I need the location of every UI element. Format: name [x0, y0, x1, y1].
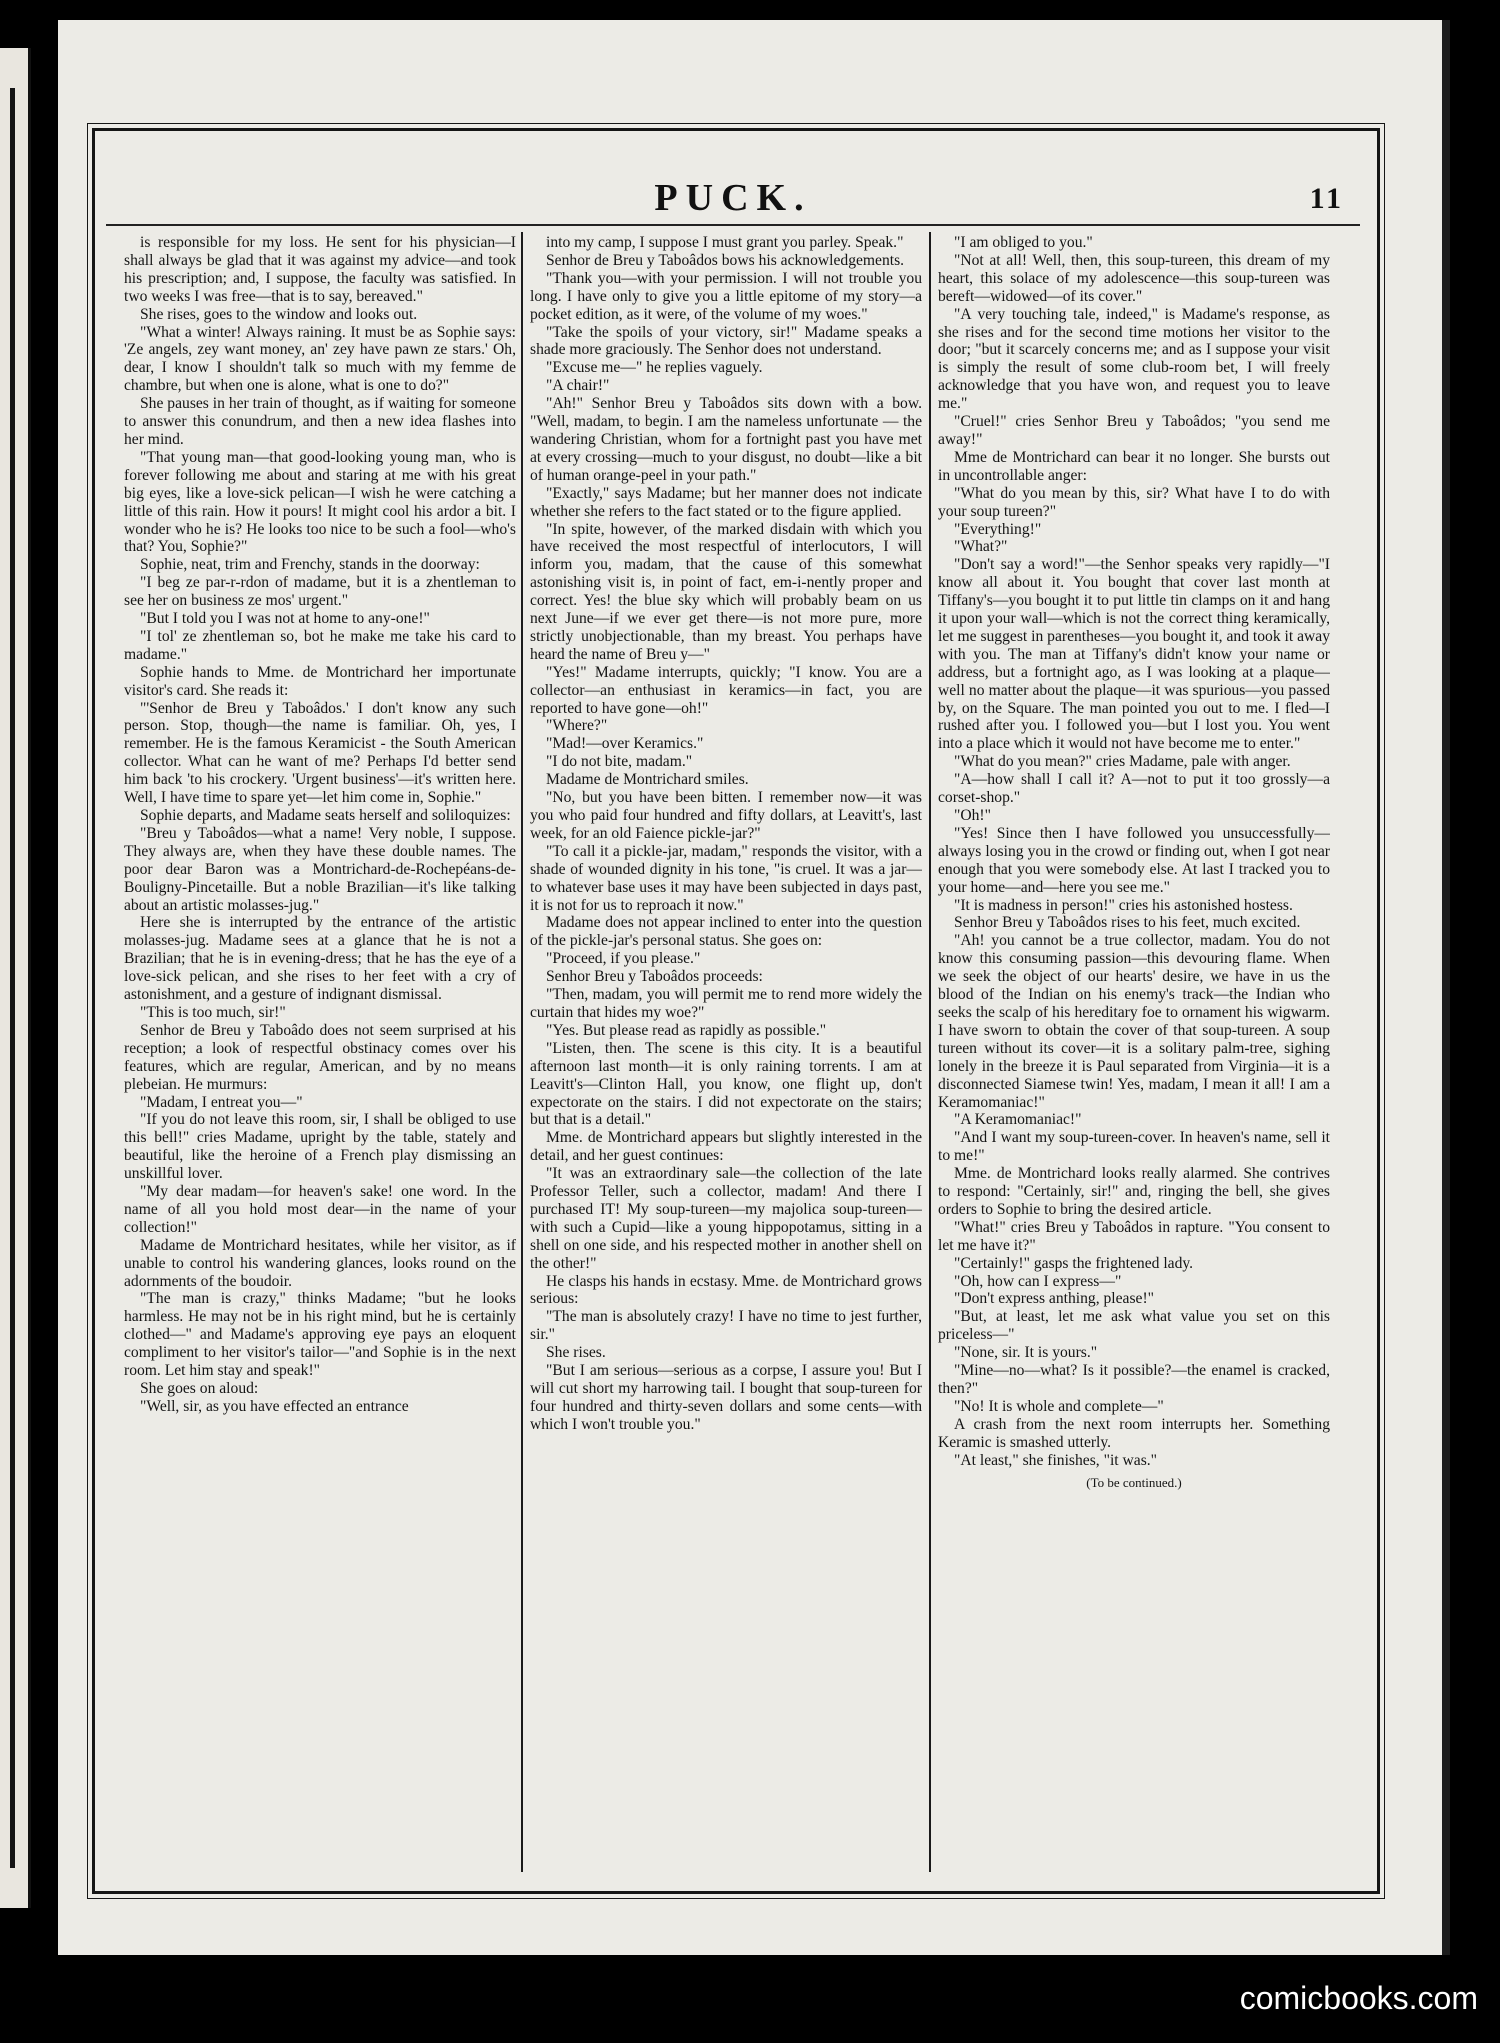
- paragraph: "It is madness in person!" cries his astonished hostess.: [954, 896, 1293, 914]
- paragraph: "Thank you—with your permission. I will not trouble you long. I have only to give you a little epitome of my story—a pocket edition, as it were, of the volume of my woes.": [530, 269, 922, 323]
- paragraph: Madame de Montrichard hesitates, while her visitor, as if unable to control his wandering glances, looks round on the adornments of the boudoir.: [124, 1236, 516, 1290]
- adjacent-page-edge: [0, 48, 31, 1908]
- paragraph: "A—how shall I call it? A—not to put it too grossly—a corset-shop.": [938, 771, 1330, 807]
- paragraph: "No, but you have been bitten. I remember now—it was you who paid four hundred and fifty dollars, at Leavitt's, last week, for an old Faience pickle-jar?": [530, 789, 922, 842]
- paragraph: A crash from the next room interrupts her. Something Keramic is smashed utterly.: [938, 1415, 1330, 1451]
- paragraph: Mme de Montrichard can bear it no longer. She bursts out in uncontrollable anger:: [938, 448, 1330, 484]
- paragraph: "'Senhor de Breu y Taboâdos.' I don't know any such person. Stop, though—the name is familiar. Oh, yes, I remember. He is the famous Keramicist - the South American collector. What can he want of me? Perhaps I'd better send him back 'to his crockery. 'Urgent business'—it's written here. Well, I have time to spare yet—let him come in, Sophie.": [124, 699, 516, 807]
- paragraph: "If you do not leave this room, sir, I shall be obliged to use this bell!" cries Madame, upright by the table, stately and beautiful, like the heroine of a French play dismissing an unskillful lover.: [124, 1111, 516, 1183]
- paragraph: "A chair!": [546, 377, 610, 395]
- paragraph: Sophie departs, and Madame seats herself and soliloquizes:: [140, 807, 511, 824]
- paragraph: "The man is crazy," thinks Madame; "but he looks harmless. He may not be in his right mind, but he is certainly clothed—" and Madame's approving eye pays an eloquent compliment to her visitor's tailor—"and Sophie is in the next room. Let him stay and speak!": [124, 1290, 516, 1380]
- paragraph: "No! It is whole and complete—": [954, 1397, 1164, 1415]
- paragraph: "Then, madam, you will permit me to rend more widely the curtain that hides my woe?": [530, 986, 922, 1021]
- paragraph: Here she is interrupted by the entrance of the artistic molasses-jug. Madame sees at a glance that he is not a Brazilian; that he is in evening-dress; that he has the eye of a love-sick pelican, and she rises to her feet with a cry of astonishment, and a gesture of indignant dismissal.: [124, 914, 516, 1004]
- paragraph: "I tol' ze zhentleman so, bot he make me take his card to madame.": [124, 627, 516, 663]
- paragraph: "What!" cries Breu y Taboâdos in rapture. "You consent to let me have it?": [938, 1218, 1330, 1254]
- magazine-page: [58, 20, 1442, 1955]
- paragraph: "Don't say a word!"—the Senhor speaks very rapidly—"I know all about it. You bought that cover last month at Tiffany's—you bought it to put little tin clamps on it and hang it upon your wall—which is not the correct thing keramically, let me suggest in parentheses—you bought it, and took it away with you. The man at Tiffany's didn't know your name or address, but a fortnight ago, as I was looking at a plaque—well no matter about the plaque—it was spurious—you passed by, on the Square. The man pointed you out to me. I fled—I rushed after you. I followed you—but I lost you. You went into a place which it would not have become me to enter.": [938, 556, 1330, 753]
- paragraph: "A very touching tale, indeed," is Madame's response, as she rises and for the second time motions her visitor to the door; "but it scarcely concerns me; and as I suppose your visit is simply the result of some club-room bet, I will freely acknowledge that you have won, and request you to leave me.": [938, 305, 1330, 413]
- paragraph: Senhor Breu y Taboâdos proceeds:: [546, 968, 763, 986]
- paragraph: "Mad!—over Keramics.": [546, 735, 704, 753]
- text-column-1: [124, 234, 516, 1864]
- paragraph: "To call it a pickle-jar, madam," responds the visitor, with a shade of wounded dignity in his tone, "is cruel. It was a jar—to whatever base uses it may have been subjected in days past, it is not for us to reproach it now.": [530, 842, 922, 914]
- masthead-title: PUCK.: [654, 177, 812, 219]
- paragraph: "In spite, however, of the marked disdain with which you have received the most respectful of interlocutors, I will inform you, madam, that the cause of this somewhat astonishing visit is, in point of fact, em-i-nently proper and correct. Yes! the blue sky which will probably beam on us next June—if we ever get there—is not more pure, more strictly unobjectionable, than my breast. You perhaps have heard the name of Breu y—": [530, 520, 922, 663]
- paragraph: "What do you mean?" cries Madame, pale with anger.: [954, 753, 1291, 771]
- paragraph: Sophie hands to Mme. de Montrichard her importunate visitor's card. She reads it:: [124, 663, 516, 699]
- paragraph: "Certainly!" gasps the frightened lady.: [954, 1254, 1194, 1272]
- paragraph: "I beg ze par-r-rdon of madame, but it is a zhentleman to see her on business ze mos' urgent.": [124, 574, 516, 610]
- paragraph: "But, at least, let me ask what value you set on this priceless—": [938, 1308, 1330, 1344]
- text-column-2: [530, 234, 922, 1864]
- paragraph: is responsible for my loss. He sent for his physician—I shall always be glad that it was against my advice—and took his prescription; and, I suppose, the faculty was satisfied. In two weeks I was free—that is to say, bereaved.": [124, 234, 516, 305]
- paragraph: "What do you mean by this, sir? What have I to do with your soup tureen?": [938, 484, 1330, 520]
- paragraph: "A Keramomaniac!": [954, 1111, 1082, 1129]
- paragraph: into my camp, I suppose I must grant you parley. Speak.": [546, 234, 904, 251]
- paragraph: "Ah!" Senhor Breu y Taboâdos sits down with a bow. "Well, madam, to begin. I am the nameless unfortunate — the wandering Christian, whom for a fortnight past you have met at every crossing—much to your disgust, no doubt—like a bit of human orange-peel in your path.": [530, 395, 922, 484]
- column-divider: [521, 232, 523, 1872]
- paragraph: "Yes. But please read as rapidly as possible.": [546, 1021, 827, 1039]
- paragraph: "Listen, then. The scene is this city. It is a beautiful afternoon last month—it is only raining torrents. I am at Leavitt's—Clinton Hall, you know, one flight up, don't expectorate on the stairs. I did not expectorate on the stairs; but that is a detail.": [530, 1039, 922, 1129]
- paragraph: Sophie, neat, trim and Frenchy, stands in the doorway:: [140, 556, 480, 574]
- header-rule: [106, 224, 1360, 226]
- paragraph: "Yes!" Madame interrupts, quickly; "I know. You are a collector—an enthusiast in keramics—in fact, you are reported to have gone—oh!": [530, 663, 922, 717]
- paragraph: Mme. de Montrichard appears but slightly interested in the detail, and her guest continues:: [530, 1129, 922, 1165]
- paragraph: "Well, sir, as you have effected an entrance: [140, 1397, 409, 1415]
- page-number: 11: [1309, 182, 1344, 215]
- paragraph: Senhor de Breu y Taboâdo does not seem surprised at his reception; a look of respectful obstinacy comes over his features, which are regular, American, and by no means plebeian. He murmurs:: [124, 1021, 516, 1093]
- paragraph: "Not at all! Well, then, this soup-tureen, this dream of my heart, this solace of my adolescence—this soup-tureen was bereft—widowed—of its cover.": [938, 251, 1330, 305]
- paragraph: "Where?": [546, 717, 608, 735]
- paragraph: "What a winter! Always raining. It must be as Sophie says: 'Ze angels, zey want money, an' zey have pawn ze stars.' Oh, dear, I know I shouldn't talk so much with my femme de chambre, but when one is alone, what is one to do?": [124, 323, 516, 395]
- paragraph: "Yes! Since then I have followed you unsuccessfully—always losing you in the crowd or finding out, when I got near enough that you were somebody else. At last I tracked you to your home—and—here you see me.": [938, 824, 1330, 896]
- paragraph: Senhor Breu y Taboâdos rises to his feet, much excited.: [954, 914, 1301, 932]
- paragraph: "Excuse me—" he replies vaguely.: [546, 359, 763, 377]
- paragraph: "And I want my soup-tureen-cover. In heaven's name, sell it to me!": [938, 1129, 1330, 1165]
- paragraph: "None, sir. It is yours.": [954, 1344, 1098, 1362]
- paragraph: "The man is absolutely crazy! I have no time to jest further, sir.": [530, 1308, 922, 1344]
- paragraph: Mme. de Montrichard looks really alarmed. She contrives to respond: "Certainly, sir!" and, ringing the bell, she gives orders to Sophie to bring the desired article.: [938, 1165, 1330, 1218]
- paragraph: "Madam, I entreat you—": [140, 1093, 303, 1111]
- paragraph: "Mine—no—what? Is it possible?—the enamel is cracked, then?": [938, 1362, 1330, 1397]
- paragraph: She rises, goes to the window and looks out.: [140, 305, 418, 323]
- paragraph: "Everything!": [954, 520, 1042, 538]
- page-spine-shadow: [1442, 20, 1450, 1955]
- paragraph: "What?": [954, 538, 1008, 556]
- column-divider: [929, 232, 931, 1872]
- paragraph: "It was an extraordinary sale—the collection of the late Professor Teller, such a collector, madam! And there I purchased IT! My soup-tureen—my majolica soup-tureen—with such a Cupid—like a young hippopotamus, sitting in a shell on one side, and his respected mother in another shell on the other!": [530, 1165, 922, 1272]
- paragraph: (To be continued.): [1086, 1474, 1182, 1490]
- paragraph: She rises.: [546, 1344, 606, 1362]
- paragraph: "Proceed, if you please.": [546, 950, 701, 968]
- page-header: [92, 168, 1374, 226]
- paragraph: "Exactly," says Madame; but her manner does not indicate whether she refers to the fact stated or to the figure applied.: [530, 484, 922, 520]
- paragraph: "This is too much, sir!": [140, 1003, 286, 1021]
- paragraph: Madame does not appear inclined to enter into the question of the pickle-jar's personal status. She goes on:: [530, 914, 922, 950]
- paragraph: She pauses in her train of thought, as if waiting for someone to answer this conundrum, and then a new idea flashes into her mind.: [124, 395, 516, 448]
- paragraph: "Cruel!" cries Senhor Breu y Taboâdos; "you send me away!": [938, 413, 1330, 448]
- paragraph: Madame de Montrichard smiles.: [546, 771, 749, 789]
- paragraph: "At least," she finishes, "it was.": [954, 1451, 1158, 1469]
- paragraph: "But I am serious—serious as a corpse, I assure you! But I will cut short my harrowing tail. I bought that soup-tureen for four hundred and thirty-seven dollars and some cents—with which I won't trouble you.": [530, 1362, 922, 1433]
- paragraph: He clasps his hands in ecstasy. Mme. de Montrichard grows serious:: [530, 1272, 922, 1308]
- paragraph: "Oh!": [954, 807, 991, 824]
- paragraph: "But I told you I was not at home to any-one!": [140, 610, 430, 628]
- paragraph: She goes on aloud:: [140, 1380, 259, 1397]
- paragraph: "Take the spoils of your victory, sir!" Madame speaks a shade more graciously. The Senhor does not understand.: [530, 323, 922, 359]
- paragraph: "That young man—that good-looking young man, who is forever following me about and staring at me with his great big eyes, like a love-sick pelican—I wish he were catching a little of this rain. How it pours! It might cool his ardor a bit. I wonder who he is? He looks too nice to be such a fool—who's that? You, Sophie?": [124, 448, 516, 556]
- paragraph: "Oh, how can I express—": [954, 1272, 1122, 1290]
- paragraph: "I do not bite, madam.": [546, 753, 693, 771]
- paragraph: "My dear madam—for heaven's sake! one word. In the name of all you hold most dear—in the name of your collection!": [124, 1183, 516, 1236]
- paragraph: Senhor de Breu y Taboâdos bows his acknowledgements.: [546, 251, 905, 269]
- paragraph: "Don't express anthing, please!": [954, 1290, 1155, 1308]
- text-column-3: [938, 234, 1330, 1864]
- paragraph: "I am obliged to you.": [954, 234, 1093, 251]
- paragraph: "Breu y Taboâdos—what a name! Very noble, I suppose. They always are, when they have these double names. The poor dear Baron was a Montrichard-de-Rochepéans-de-Bouligny-Pincetaille. But a noble Brazilian—it's like talking about an artistic molasses-jug.": [124, 824, 516, 914]
- site-watermark: comicbooks.com: [1239, 1980, 1478, 2016]
- paragraph: "Ah! you cannot be a true collector, madam. You do not know this consuming passion—this devouring flame. When we seek the object of our hearts' desire, we have in us the blood of the Indian on his enemy's track—the Indian who seeks the scalp of his hereditary foe to ornament his wigwarm. I have sworn to obtain the cover of that soup-tureen. A soup tureen without its cover—it is a solitary palm-tree, sighing lonely in the breeze it is Paul separated from Virginia—it is a disconnected Siamese twin! Yes, madam, I mean it all! I am a Keramomaniac!": [938, 932, 1330, 1111]
